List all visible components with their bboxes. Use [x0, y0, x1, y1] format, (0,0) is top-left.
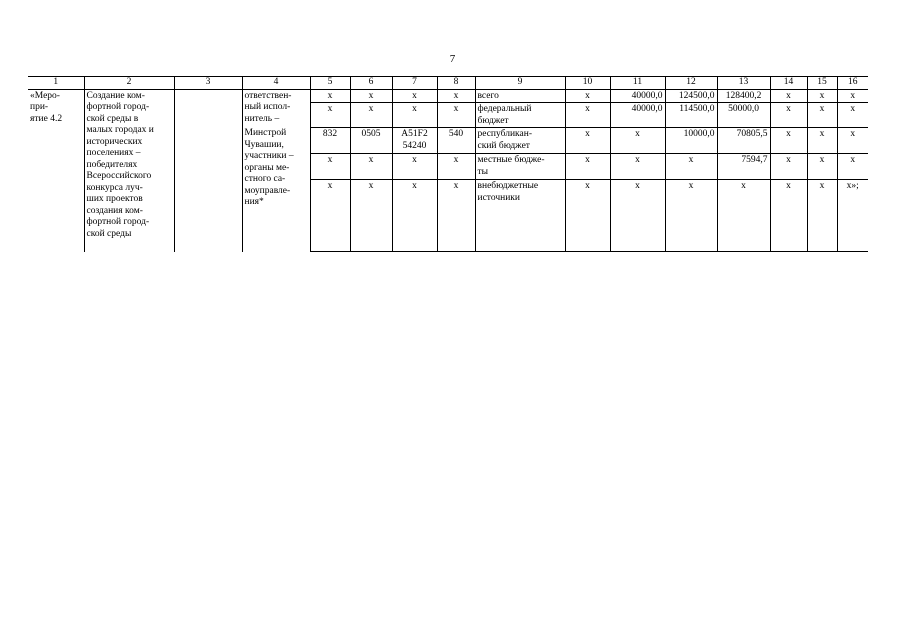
- value-cell: x: [610, 180, 665, 252]
- value-cell: x: [837, 154, 868, 180]
- cell-line: Всероссийского: [86, 171, 152, 181]
- cell-line: федеральный: [477, 104, 532, 114]
- section-cell: 0505: [350, 128, 392, 154]
- value-cell: x: [807, 103, 837, 128]
- cell-line: победителях: [86, 159, 138, 170]
- section-cell: x: [350, 89, 392, 103]
- expense-type-cell: x: [437, 103, 475, 128]
- section-cell: x: [350, 103, 392, 128]
- cell-line: ших проектов: [86, 194, 143, 204]
- cell-line: фортной город-: [86, 217, 150, 227]
- value-cell: x: [717, 180, 770, 252]
- cell-line: участники –: [244, 151, 294, 161]
- cell-line: x: [412, 155, 417, 165]
- cell-line: Создание ком-: [86, 90, 145, 101]
- page-number: 7: [449, 53, 456, 65]
- cell-line: 54240: [402, 140, 427, 151]
- measure-name-cell: [84, 89, 174, 252]
- cell-line: стного са-: [244, 174, 286, 184]
- grbs-cell: 832: [310, 128, 350, 154]
- value-cell: 10000,0: [665, 128, 717, 154]
- expense-type-cell: x: [437, 89, 475, 103]
- value-cell: x: [565, 103, 610, 128]
- value-cell: 40000,0: [610, 103, 665, 128]
- column-number: 13: [717, 77, 770, 90]
- cell-line: Минстрой: [244, 128, 287, 138]
- funding-source-cell: [475, 180, 565, 252]
- cell-line: моуправле-: [244, 185, 291, 196]
- target-article-cell: [392, 154, 437, 180]
- cell-line: нитель –: [244, 113, 280, 124]
- value-cell: x: [565, 154, 610, 180]
- value-cell: x: [807, 128, 837, 154]
- target-article-cell: [392, 89, 437, 103]
- cell-line: ответствен-: [244, 90, 292, 101]
- value-cell: 40000,0: [610, 89, 665, 103]
- value-cell: x: [610, 154, 665, 180]
- cell-line: «Меро-: [30, 90, 60, 101]
- cell-line: исторических: [86, 136, 143, 147]
- cell-line: фортной город-: [86, 102, 150, 112]
- value-cell: 124500,0: [665, 89, 717, 103]
- value-cell: x»;: [837, 180, 868, 252]
- value-cell: x: [565, 89, 610, 103]
- cell-line: органы ме-: [244, 162, 290, 173]
- value-cell: 7594,7: [717, 154, 770, 180]
- funding-source-cell: [475, 89, 565, 103]
- cell-line: ский бюджет: [477, 140, 530, 151]
- column-number: 8: [437, 77, 475, 90]
- value-cell: 128400,2: [717, 89, 770, 103]
- value-cell: x: [770, 180, 807, 252]
- cell-line: x: [412, 181, 417, 191]
- column-number: 5: [310, 77, 350, 90]
- funding-source-cell: [475, 128, 565, 154]
- grbs-cell: x: [310, 103, 350, 128]
- funding-source-cell: [475, 154, 565, 180]
- expense-type-cell: x: [437, 180, 475, 252]
- value-cell: x: [610, 128, 665, 154]
- value-cell: x: [770, 154, 807, 180]
- section-cell: x: [350, 180, 392, 252]
- column-number: 12: [665, 77, 717, 90]
- cell-line: ской среды: [86, 228, 132, 239]
- target-article-cell: [392, 103, 437, 128]
- cell-line: конкурса луч-: [86, 182, 143, 193]
- column-number: 3: [174, 77, 242, 90]
- value-cell: x: [665, 154, 717, 180]
- value-cell: x: [807, 180, 837, 252]
- cell-line: A51F2: [401, 129, 428, 139]
- column-number-row: [28, 77, 868, 90]
- value-cell: x: [837, 103, 868, 128]
- cell-line: создания ком-: [86, 205, 143, 216]
- cell-line: внебюджетные: [477, 181, 539, 191]
- grbs-cell: x: [310, 154, 350, 180]
- value-cell: 50000,0: [717, 103, 770, 128]
- column-number: 11: [610, 77, 665, 90]
- table-row: [28, 89, 868, 103]
- value-cell: x: [807, 154, 837, 180]
- section-cell: x: [350, 154, 392, 180]
- column-number: 7: [392, 77, 437, 90]
- value-cell: x: [565, 128, 610, 154]
- value-cell: x: [837, 128, 868, 154]
- column-number: 9: [475, 77, 565, 90]
- cell-line: ный испол-: [244, 102, 291, 112]
- empty-cell: [174, 89, 242, 252]
- cell-line: поселениях –: [86, 148, 141, 158]
- target-article-cell: [392, 128, 437, 154]
- cell-line: Чувашии,: [244, 139, 284, 150]
- cell-line: всего: [477, 90, 499, 101]
- value-cell: x: [665, 180, 717, 252]
- value-cell: x: [770, 103, 807, 128]
- column-number: 6: [350, 77, 392, 90]
- cell-line: x: [412, 104, 417, 114]
- column-number: 14: [770, 77, 807, 90]
- value-cell: x: [565, 180, 610, 252]
- cell-line: республикан-: [477, 129, 532, 139]
- cell-line: ния*: [244, 197, 264, 207]
- cell-line: бюджет: [477, 115, 509, 126]
- cell-line: ты: [477, 166, 489, 177]
- cell-line: x: [412, 90, 417, 101]
- value-cell: x: [770, 89, 807, 103]
- measure-number-cell: [28, 89, 84, 252]
- value-cell: 114500,0: [665, 103, 717, 128]
- column-number: 2: [84, 77, 174, 90]
- cell-line: ской среды в: [86, 113, 139, 124]
- value-cell: x: [837, 89, 868, 103]
- executor-cell: [242, 89, 310, 252]
- column-number: 4: [242, 77, 310, 90]
- value-cell: x: [770, 128, 807, 154]
- target-article-cell: [392, 180, 437, 252]
- funding-source-cell: [475, 103, 565, 128]
- column-number: 1: [28, 77, 84, 90]
- cell-line: местные бюдже-: [477, 155, 545, 165]
- expense-type-cell: x: [437, 154, 475, 180]
- grbs-cell: x: [310, 89, 350, 103]
- cell-line: при-: [30, 102, 49, 112]
- cell-line: малых городах и: [86, 125, 154, 135]
- cell-line: источники: [477, 192, 520, 203]
- budget-table: [28, 76, 868, 252]
- expense-type-cell: 540: [437, 128, 475, 154]
- column-number: 16: [837, 77, 868, 90]
- column-number: 15: [807, 77, 837, 90]
- grbs-cell: x: [310, 180, 350, 252]
- value-cell: 70805,5: [717, 128, 770, 154]
- cell-line: ятие 4.2: [30, 113, 63, 124]
- column-number: 10: [565, 77, 610, 90]
- value-cell: x: [807, 89, 837, 103]
